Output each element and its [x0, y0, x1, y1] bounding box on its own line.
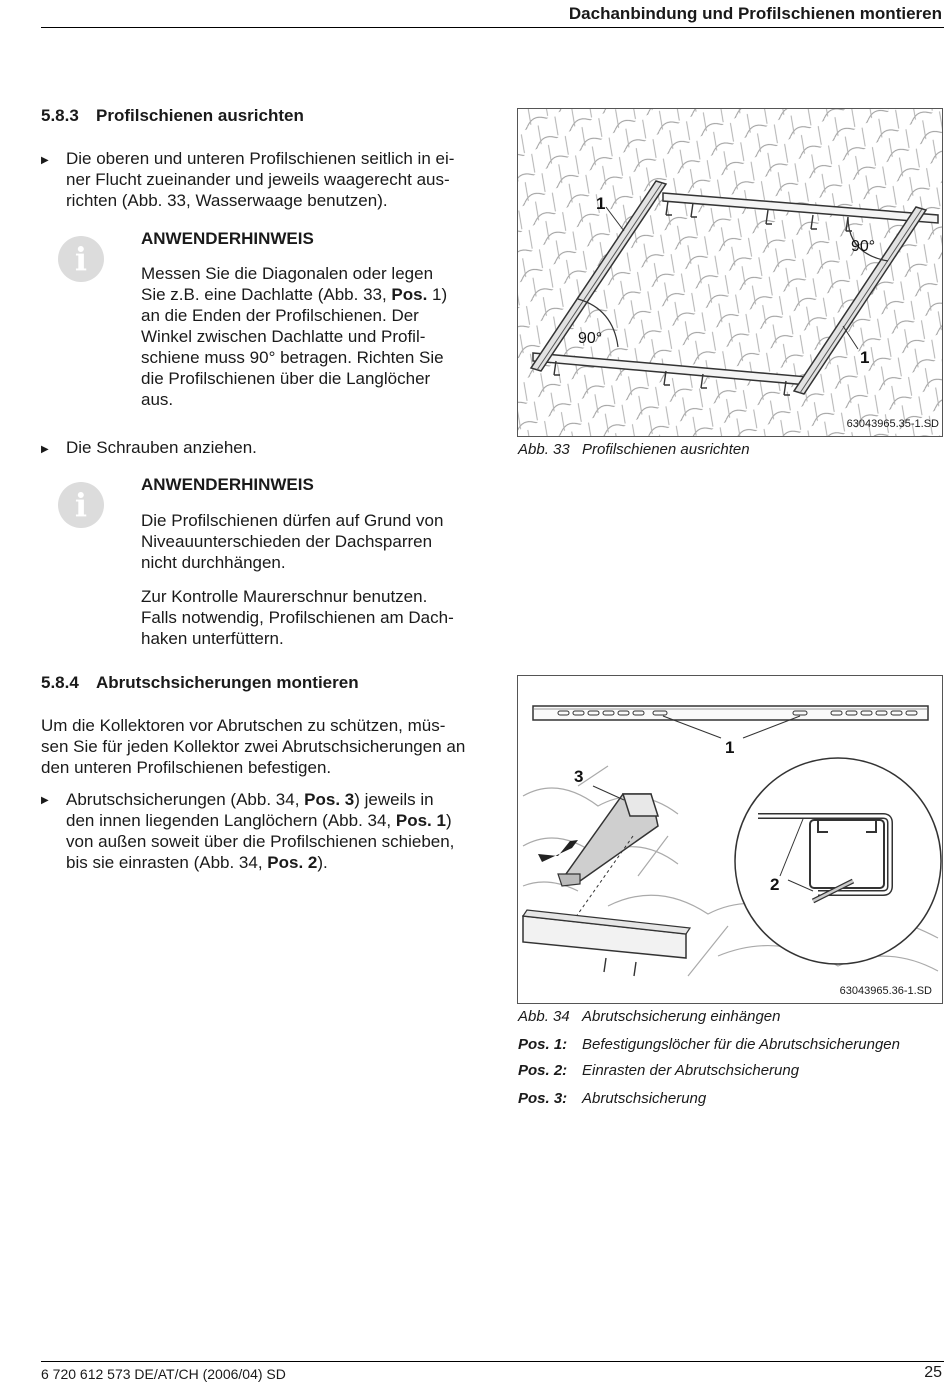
fig34-label-pos3: 3 — [574, 767, 584, 786]
figure-code: 63043965.35-1.SD — [846, 418, 939, 430]
figure-34 — [517, 675, 943, 1004]
section-heading-5-8-3 — [41, 106, 304, 126]
footer-rule — [41, 1361, 944, 1362]
note-text: Messen Sie die Diagonalen oder legen Sie z.B. eine Dachlatte (Abb. 33, Pos. 1) an die Enden der Profilschienen. Der Winkel zwischen Dachlatte und Profil- schiene muss 90° betragen. Richten Sie die Profilschienen über die Langlöcher aus. — [141, 264, 448, 409]
fig33-angle-label: 90° — [851, 238, 876, 255]
fig33-label-pos1: 1 — [596, 194, 606, 213]
figure-33 — [517, 108, 943, 437]
note-title: ANWENDERHINWEIS — [141, 229, 314, 248]
figure-caption-33: Abb. 33 Profilschienen ausrichten — [518, 441, 750, 458]
info-icon: i — [58, 236, 104, 282]
header-rule — [41, 27, 944, 28]
section-title: Profilschienen ausrichten — [96, 106, 304, 125]
note-text: Die Profilschienen dürfen auf Grund von Niveauunterschieden der Dachsparren nicht durchhängen. — [141, 511, 444, 572]
section-number: 5.8.3 — [41, 106, 79, 125]
running-header: Dachanbindung und Profilschienen montieren — [568, 4, 942, 23]
section-number: 5.8.4 — [41, 673, 79, 692]
fig34-label-pos2: 2 — [770, 875, 780, 894]
section-title: Abrutschsicherungen montieren — [96, 673, 359, 692]
legend-item: Pos. 1: Befestigungslöcher für die Abrutschsicherungen — [518, 1036, 900, 1053]
fig33-angle-label: 90° — [578, 330, 603, 347]
figure-code: 63043965.36-1.SD — [839, 985, 932, 997]
document-id: 6 720 612 573 DE/AT/CH (2006/04) SD — [41, 1366, 286, 1382]
bullet-marker-icon: ▶ — [41, 795, 49, 806]
info-icon: i — [58, 482, 104, 528]
note-title: ANWENDERHINWEIS — [141, 475, 314, 494]
note-text: Zur Kontrolle Maurerschnur benutzen. Falls notwendig, Profilschienen am Dach- haken unterfüttern. — [141, 587, 454, 648]
section-intro: Um die Kollektoren vor Abrutschen zu schützen, müs- sen Sie für jeden Kollektor zwei Abrutschsicherungen an den unteren Profilschienen befestigen. — [41, 716, 466, 777]
bullet-marker-icon: ▶ — [41, 155, 49, 166]
instruction-mount-slip-guards: Abrutschsicherungen (Abb. 34, Pos. 3) jeweils in den innen liegenden Langlöchern (Abb. 34, Pos. 1) von außen soweit über die Profilschienen schieben, bis sie einrasten (Abb. 34, Pos. 2). — [66, 790, 455, 872]
fig33-label-pos1: 1 — [860, 348, 870, 367]
instruction-align-rails: Die oberen und unteren Profilschienen seitlich in ei- ner Flucht zueinander und jeweils waagerecht aus- richten (Abb. 33, Wasserwaage benutzen). — [66, 149, 455, 210]
rails-alignment-illustration — [518, 109, 942, 436]
bullet-marker-icon: ▶ — [41, 444, 49, 455]
page-number: 25 — [924, 1364, 942, 1381]
legend-item: Pos. 2: Einrasten der Abrutschsicherung — [518, 1062, 800, 1079]
fig34-label-pos1: 1 — [725, 738, 735, 757]
figure-caption-34: Abb. 34 Abrutschsicherung einhängen — [518, 1008, 781, 1025]
instruction-tighten-screws: Die Schrauben anziehen. — [66, 438, 257, 457]
slip-guard-illustration — [518, 676, 942, 1003]
legend-item: Pos. 3: Abrutschsicherung — [518, 1090, 707, 1107]
section-heading-5-8-4 — [41, 673, 359, 693]
